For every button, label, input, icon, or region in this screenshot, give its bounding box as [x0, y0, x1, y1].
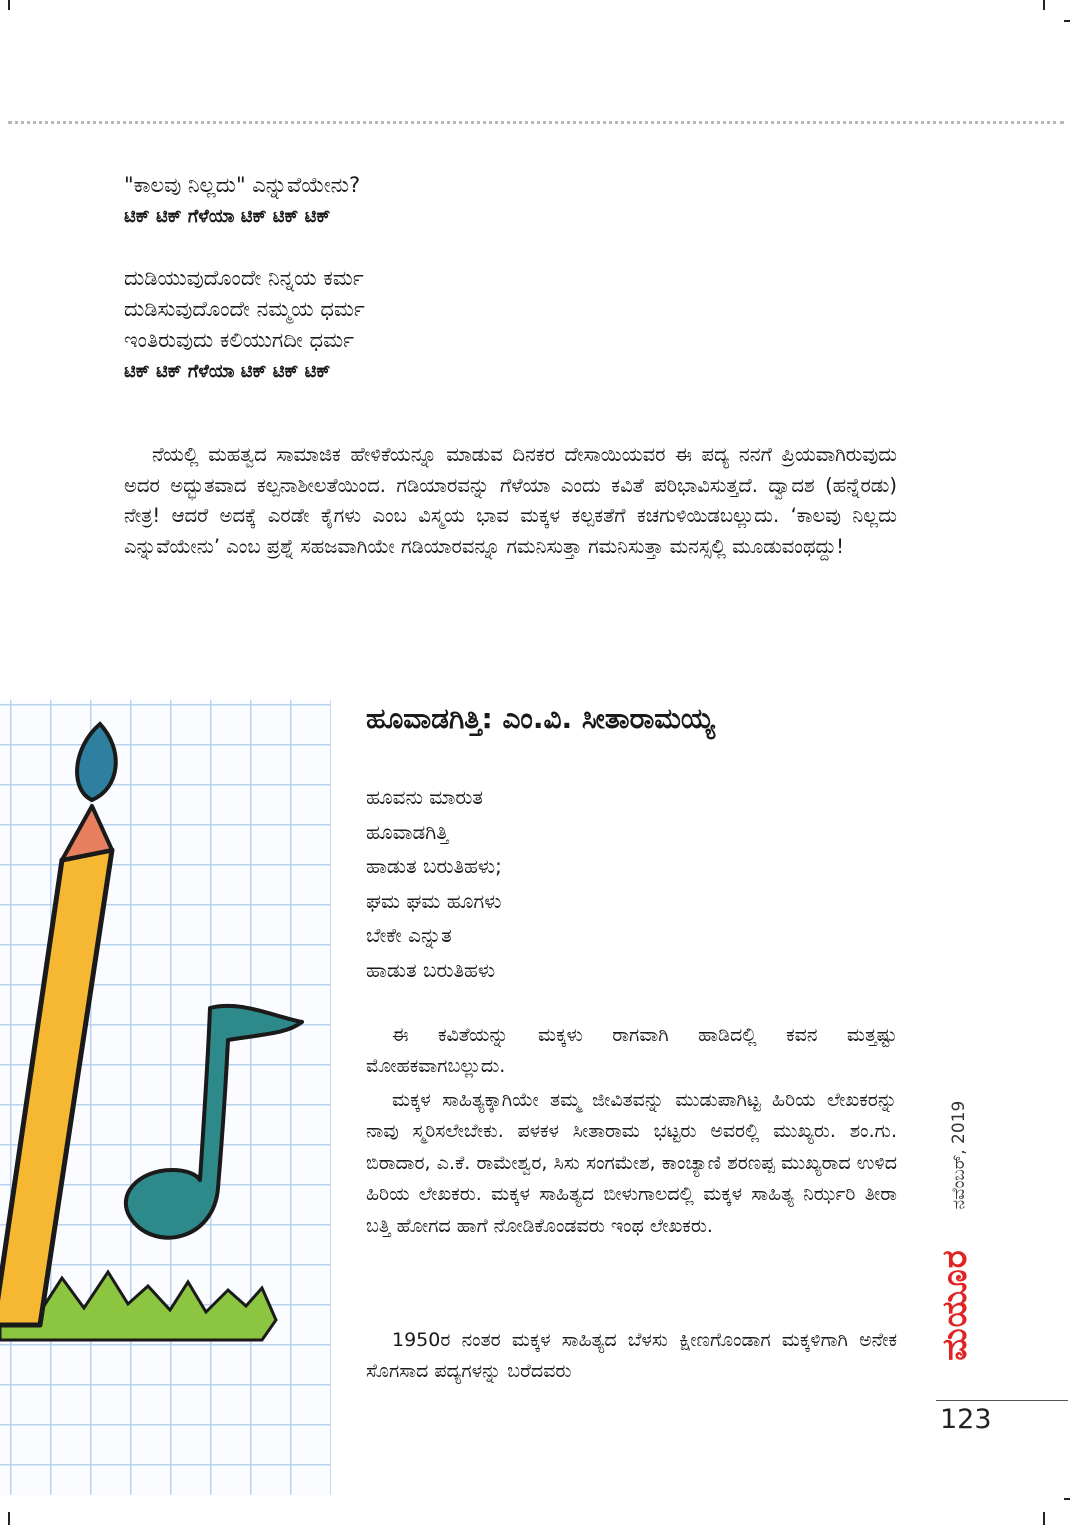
column-paragraph: ಮಕ್ಕಳ ಸಾಹಿತ್ಯಕ್ಕಾಗಿಯೇ ತಮ್ಮ ಜೀವಿತವನ್ನು ಮುಡುಪಾಗಿಟ್ಟ ಹಿರಿಯ ಲೇಖಕರನ್ನು ನಾವು ಸ್ಮರಿಸಲೇಬೇಕು. ಪಳಕಳ ಸೀತಾರಾಮ ಭಟ್ಟರು ಅವರಲ್ಲಿ ಮುಖ್ಯರು. ಶಂ.ಗು. ಬಿರಾದಾರ, ಎ.ಕೆ. ರಾಮೇಶ್ವರ, ಸಿಸು ಸಂಗಮೇಶ, ಕಾಂಚ್ಯಾಣಿ ಶರಣಪ್ಪ ಮುಖ್ಯರಾದ ಉಳಿದ ಹಿರಿಯ ಲೇಖಕರು. ಮಕ್ಕಳ ಸಾಹಿತ್ಯದ ಬೀಳುಗಾಲದಲ್ಲಿ ಮಕ್ಕಳ ಸಾಹಿತ್ಯ ನಿರ್ಝರಿ ತೀರಾ ಬತ್ತಿ ಹೋಗದ ಹಾಗೆ ನೋಡಿಕೊಂಡವರು ಇಂಥ ಲೇಖಕರು.: [366, 1089, 897, 1237]
page-number-rule: [936, 1400, 1068, 1401]
poem-line: ಹಾಡುತ ಬರುತಿಹಳು: [366, 957, 496, 982]
crop-mark-top-right: [1043, 0, 1045, 10]
poem-line: ಇಂತಿರುವುದು ಕಲಿಯುಗದೀ ಧರ್ಮ: [124, 328, 354, 352]
poem-line: ಘಮ ಘಮ ಹೂಗಳು: [366, 888, 502, 913]
crop-mark-bottom-right: [1043, 1512, 1045, 1525]
dotted-divider: [8, 121, 1064, 124]
poem-stanza-gap: [124, 232, 365, 263]
issue-date-text: ನವೆಂಬರ್, 2019: [949, 1100, 969, 1210]
pencil-tip: [62, 806, 112, 860]
section-heading: ಹೂವಾಡಗಿತ್ತಿ: ಎಂ.ವಿ. ಸೀತಾರಾಮಯ್ಯ: [366, 702, 715, 735]
poem-line: ಹೂವಾಡಗಿತ್ತಿ: [366, 819, 449, 844]
pencil-body: [0, 850, 112, 1325]
poem-line: ದುಡಿಸುವುದೊಂದೇ ನಮ್ಮಯ ಧರ್ಮ: [124, 297, 365, 321]
poem-refrain: ಟಿಕ್ ಟಿಕ್ ಗೆಳೆಯಾ ಟಿಕ್ ಟಿಕ್ ಟಿಕ್: [124, 206, 331, 227]
music-note-shape: [126, 1006, 302, 1238]
poem-hoovadagitti: [366, 780, 502, 987]
body-paragraph: ನೆಯಲ್ಲಿ ಮಹತ್ವದ ಸಾಮಾಜಿಕ ಹೇಳಿಕೆಯನ್ನೂ ಮಾಡುವ ದಿನಕರ ದೇಸಾಯಿಯವರ ಈ ಪದ್ಯ ನನಗೆ ಪ್ರಿಯವಾಗಿರುವುದು ಅದರ ಅದ್ಭುತವಾದ ಕಲ್ಪನಾಶೀಲತೆಯಿಂದ. ಗಡಿಯಾರವನ್ನು ಗೆಳೆಯಾ ಎಂದು ಕವಿತೆ ಪರಿಭಾವಿಸುತ್ತದೆ. ದ್ವಾದಶ (ಹನ್ನೆರಡು) ನೇತ್ರ! ಆದರೆ ಅದಕ್ಕೆ ಎರಡೇ ಕೈಗಳು ಎಂಬ ವಿಸ್ಮಯ ಭಾವ ಮಕ್ಕಳ ಕಲ್ಪಕತೆಗೆ ಕಚಗುಳಿಯಿಡಬಲ್ಲುದು. ‘ಕಾಲವು ನಿಲ್ಲದು ಎನ್ನುವೆಯೇನು’ ಎಂಬ ಪ್ರಶ್ನೆ ಸಹಜವಾಗಿಯೇ ಗಡಿಯಾರವನ್ನೂ ಗಮನಿಸುತ್ತಾ ಗಮನಿಸುತ್ತಾ ಮನಸ್ಸಲ್ಲಿ ಮೂಡುವಂಥದ್ದು!: [124, 443, 897, 558]
poem-refrain: ಟಿಕ್ ಟಿಕ್ ಗೆಳೆಯಾ ಟಿಕ್ ಟಿಕ್ ಟಿಕ್: [124, 361, 331, 382]
crop-mark-right-bottom: [1064, 1498, 1070, 1500]
pencil-music-illustration: [0, 700, 330, 1500]
issue-date: [944, 1090, 974, 1220]
column-paragraph: 1950ರ ನಂತರ ಮಕ್ಕಳ ಸಾಹಿತ್ಯದ ಬೆಳಸು ಕ್ಷೀಣಗೊಂಡಾಗ ಮಕ್ಕಳಿಗಾಗಿ ಅನೇಕ ಸೊಗಸಾದ ಪದ್ಯಗಳನ್ನು ಬರೆದವರು: [366, 1329, 897, 1383]
poem-line: "ಕಾಲವು ನಿಲ್ಲದು" ಎನ್ನುವೆಯೇನು?: [124, 173, 361, 197]
crop-mark-right-top: [1064, 20, 1070, 22]
crop-mark-bottom-left: [8, 1512, 10, 1525]
flame-shape: [77, 724, 116, 800]
poem-line: ಹೂವನು ಮಾರುತ: [366, 785, 483, 809]
poem-line: ಬೇಕೇ ಎನ್ನುತ: [366, 923, 452, 947]
crop-mark-top-left: [8, 0, 10, 10]
poem-line: ಹಾಡುತ ಬರುತಿಹಳು;: [366, 854, 502, 878]
poem-line: ದುಡಿಯುವುದೊಂದೇ ನಿನ್ನಯ ಕರ್ಮ: [124, 266, 364, 290]
magazine-logo-text: ಮಯೂರ: [935, 1249, 975, 1361]
magazine-logo: [932, 1225, 978, 1385]
page-number: 123: [940, 1404, 992, 1435]
poem-top: [124, 170, 365, 387]
column-paragraph: ಈ ಕವಿತೆಯನ್ನು ಮಕ್ಕಳು ರಾಗವಾಗಿ ಹಾಡಿದಲ್ಲಿ ಕವನ ಮತ್ತಷ್ಟು ಮೋಹಕವಾಗಬಲ್ಲುದು.: [366, 1024, 897, 1078]
